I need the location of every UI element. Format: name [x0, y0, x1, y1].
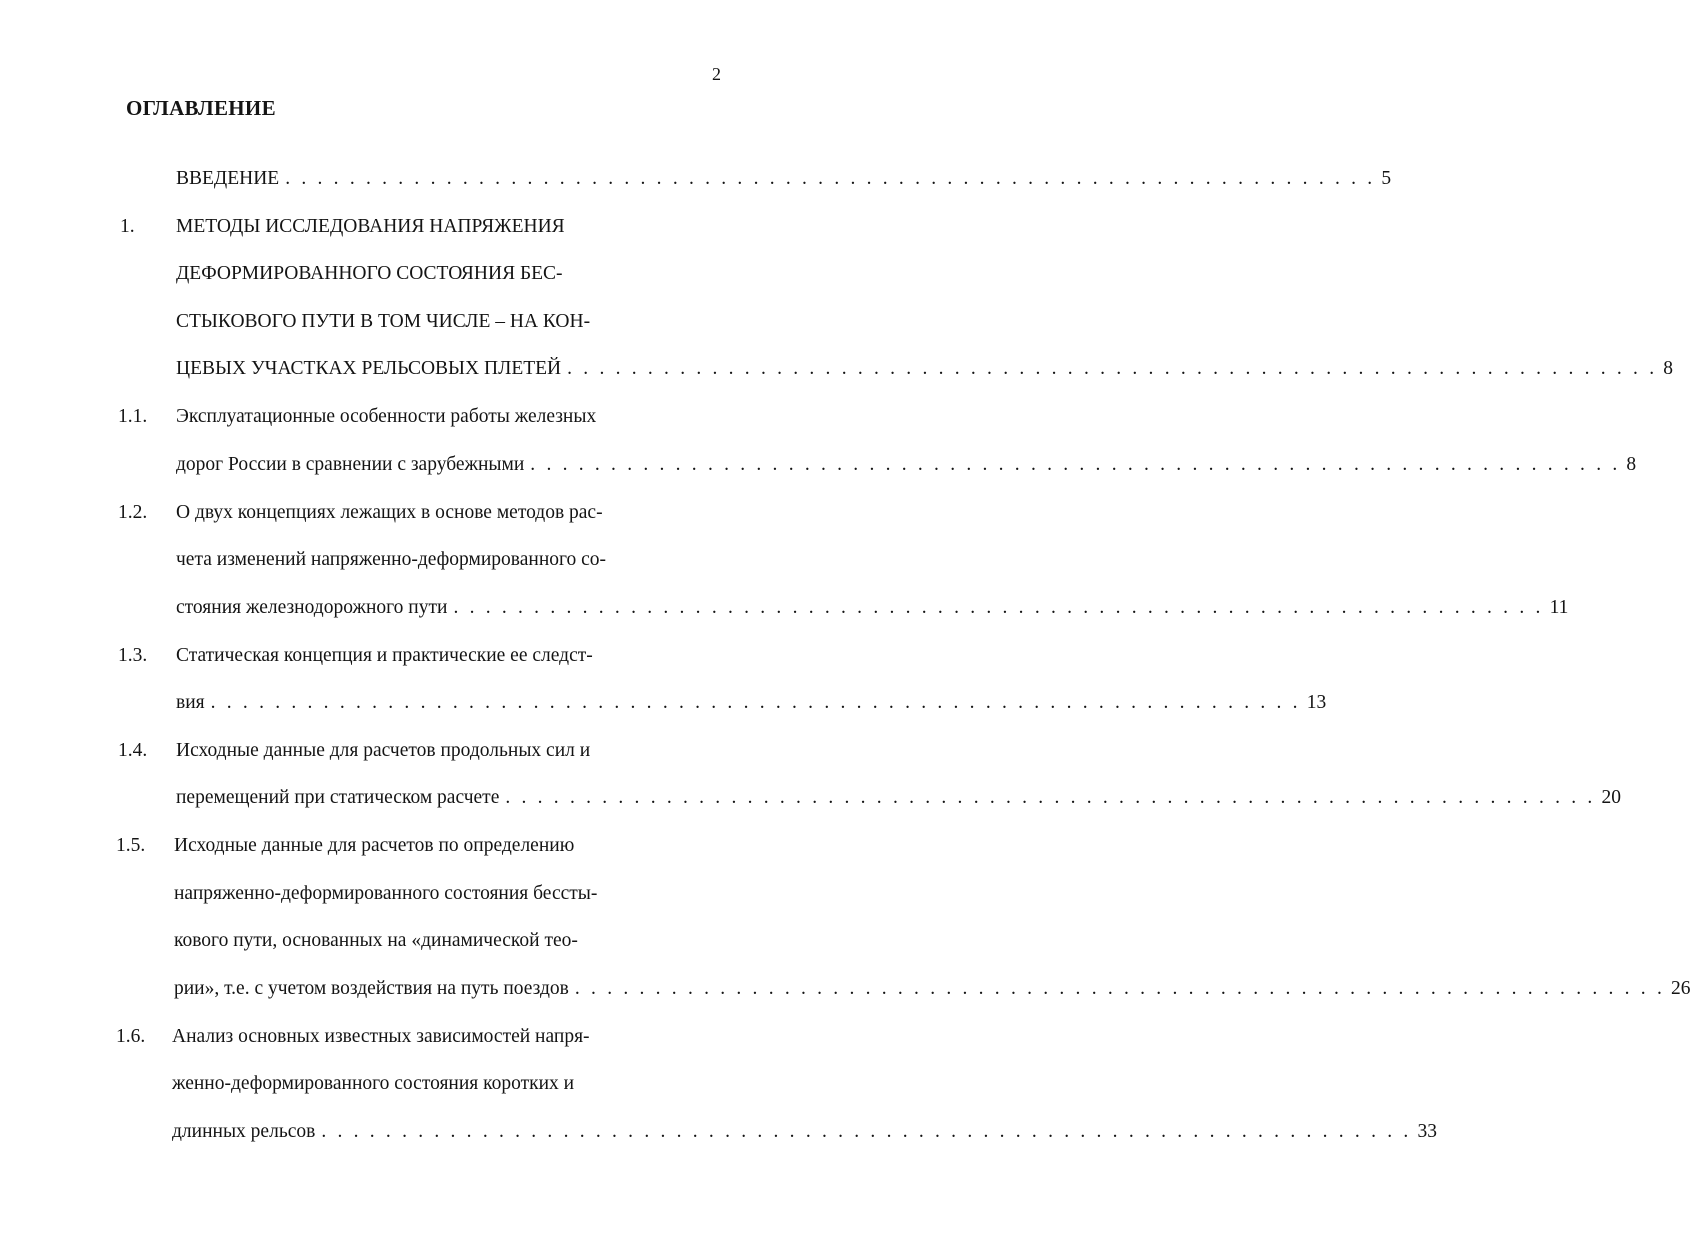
toc-entry-page: 33 — [1417, 1121, 1437, 1142]
toc-entry-page: 5 — [1381, 168, 1392, 189]
toc-heading: ОГЛАВЛЕНИЕ — [126, 96, 276, 120]
toc-entry-line: Эксплуатационные особенности работы железных — [176, 406, 597, 427]
toc-entry-1-5[interactable] — [174, 978, 1691, 1000]
toc-entry-line: СТЫКОВОГО ПУТИ В ТОМ ЧИСЛЕ – НА КОН- — [176, 311, 591, 332]
toc-entry-title: длинных рельсов — [172, 1121, 316, 1142]
toc-entry-line: кового пути, основанных на «динамической тео- — [174, 930, 578, 951]
toc-entry-page: 11 — [1549, 597, 1569, 618]
toc-entry-1-4[interactable] — [176, 787, 1621, 809]
toc-entry-line: О двух концепциях лежащих в основе методов рас- — [176, 502, 603, 523]
toc-entry-title: вия — [176, 692, 205, 713]
page-number: 2 — [712, 64, 721, 84]
toc-entry-page: 8 — [1626, 454, 1637, 475]
dot-leader: . . . . . . . . . . . . . . . . . . . . . . . . . . . . . . . . . . . . . . . . . . . . . . . . . . . . . . . . . . . . . . . . . . . . — [505, 787, 1596, 808]
toc-entry-1-6[interactable] — [172, 1121, 1437, 1143]
toc-entry-line: чета изменений напряженно-деформированного со- — [176, 549, 607, 570]
dot-leader: . . . . . . . . . . . . . . . . . . . . . . . . . . . . . . . . . . . . . . . . . . . . . . . . . . . . . . . . . . . . . . . . . . . . — [285, 168, 1376, 189]
toc-entry-title: дорог России в сравнении с зарубежными — [176, 454, 525, 475]
toc-entry-line: напряженно-деформированного состояния бессты- — [174, 883, 598, 904]
toc-entry-number: 1.5. — [116, 835, 146, 856]
dot-leader: . . . . . . . . . . . . . . . . . . . . . . . . . . . . . . . . . . . . . . . . . . . . . . . . . . . . . . . . . . . . . . . . . . . . — [574, 978, 1666, 999]
toc-entry-page: 13 — [1306, 692, 1327, 713]
toc-entry-1-3[interactable] — [176, 692, 1327, 714]
toc-entry-line: Исходные данные для расчетов продольных сил и — [176, 740, 591, 761]
toc-entry-number: 1. — [120, 216, 135, 237]
toc-entry-1-2[interactable] — [176, 597, 1569, 619]
toc-entry-line: МЕТОДЫ ИССЛЕДОВАНИЯ НАПРЯЖЕНИЯ — [176, 216, 565, 237]
toc-entry-page: 20 — [1601, 787, 1621, 808]
toc-entry-line: Анализ основных известных зависимостей напря- — [172, 1026, 590, 1047]
toc-entry-number: 1.2. — [118, 502, 148, 523]
toc-entry-number: 1.4. — [118, 740, 148, 761]
toc-entry-1-1[interactable] — [176, 454, 1637, 476]
toc-entry-number: 1.3. — [118, 645, 148, 666]
dot-leader: . . . . . . . . . . . . . . . . . . . . . . . . . . . . . . . . . . . . . . . . . . . . . . . . . . . . . . . . . . . . . . . . . . . . — [530, 454, 1621, 475]
dot-leader: . . . . . . . . . . . . . . . . . . . . . . . . . . . . . . . . . . . . . . . . . . . . . . . . . . . . . . . . . . . . . . . . . . . . — [321, 1121, 1412, 1142]
toc-entry-line: Исходные данные для расчетов по определению — [174, 835, 575, 856]
toc-entry-title: ВВЕДЕНИЕ — [176, 168, 280, 189]
toc-entry-line: женно-деформированного состояния коротких и — [172, 1073, 575, 1094]
dot-leader: . . . . . . . . . . . . . . . . . . . . . . . . . . . . . . . . . . . . . . . . . . . . . . . . . . . . . . . . . . . . . . . . . . . . — [567, 358, 1658, 379]
toc-entry-title: рии», т.е. с учетом воздействия на путь поездов — [174, 978, 569, 999]
toc-entry-page: 8 — [1663, 358, 1674, 379]
toc-entry-1[interactable] — [176, 358, 1674, 380]
dot-leader: . . . . . . . . . . . . . . . . . . . . . . . . . . . . . . . . . . . . . . . . . . . . . . . . . . . . . . . . . . . . . . . . . . . . — [453, 597, 1544, 618]
toc-entry-introduction[interactable] — [176, 168, 1392, 190]
dot-leader: . . . . . . . . . . . . . . . . . . . . . . . . . . . . . . . . . . . . . . . . . . . . . . . . . . . . . . . . . . . . . . . . . . . . — [210, 692, 1301, 713]
toc-entry-number: 1.6. — [116, 1026, 146, 1047]
toc-entry-line: Статическая концепция и практические ее следст- — [176, 645, 593, 666]
toc-entry-title: ЦЕВЫХ УЧАСТКАХ РЕЛЬСОВЫХ ПЛЕТЕЙ — [176, 358, 562, 379]
toc-entry-title: перемещений при статическом расчете — [176, 787, 500, 808]
toc-entry-line: ДЕФОРМИРОВАННОГО СОСТОЯНИЯ БЕС- — [176, 263, 563, 284]
toc-entry-title: стояния железнодорожного пути — [176, 597, 448, 618]
toc-entry-page: 26 — [1671, 978, 1691, 999]
toc-entry-number: 1.1. — [118, 406, 148, 427]
